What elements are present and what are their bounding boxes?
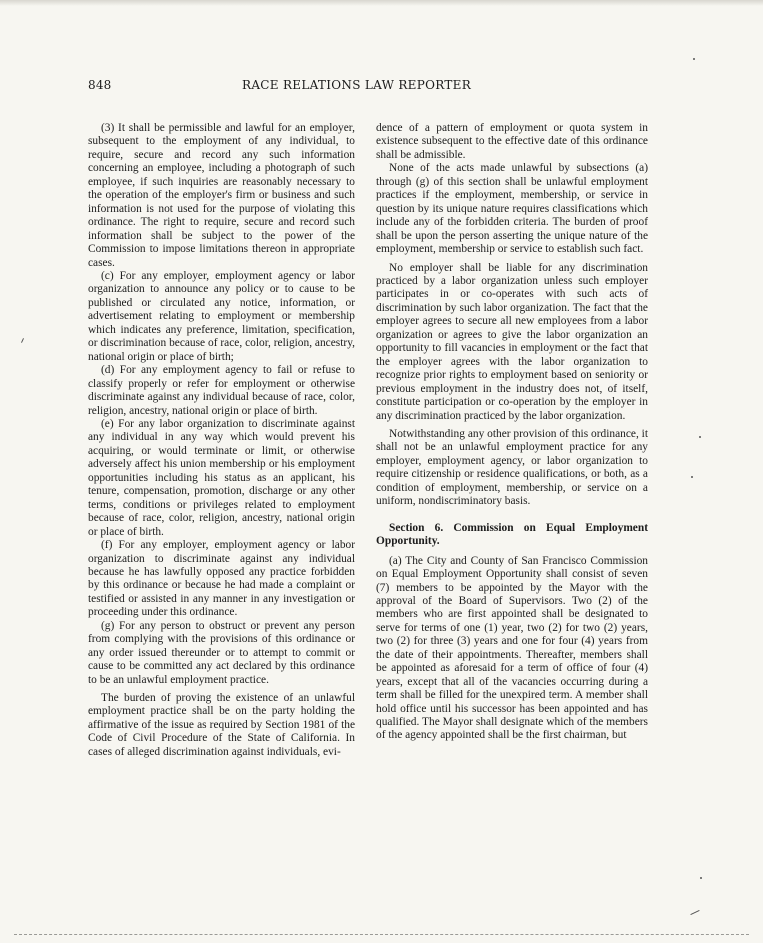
scan-speck bbox=[21, 338, 24, 343]
paragraph-burden-of-proof: The burden of proving the existence of an unlawful employment practice shall be on the party holding the affirmative of the issue as required by Section 1981 of the Code of Civil Procedure of the State of California. In cases of alleged discrimination against individuals, evi- bbox=[88, 692, 355, 758]
paragraph-subsection-f: (f) For any employer, employment agency or labor organization to discriminate against any individual because he has lawfully opposed any practice forbidden by this ordinance or because he had made a complaint or testified or assisted in any manner in any investigation or proceeding under this ordinance. bbox=[88, 539, 355, 619]
section-heading: Section 6. Commission on Equal Employment Opportunity. bbox=[376, 521, 648, 548]
paragraph-exceptions: None of the acts made unlawful by subsections (a) through (g) of this section shall be unlawful employment practices if the employment, membership, or service in question by its unique nature requires classifications which include any of the forbidden criteria. The burden of proof shall be upon the person asserting the unique nature of the employment, membership or service to establish such fact. bbox=[376, 162, 648, 256]
page-number: 848 bbox=[88, 78, 112, 92]
scan-speck bbox=[691, 476, 693, 478]
running-title: RACE RELATIONS LAW REPORTER bbox=[242, 78, 472, 92]
right-column bbox=[376, 122, 648, 743]
scan-speck bbox=[693, 58, 695, 60]
scan-speck bbox=[699, 436, 701, 438]
scan-speck bbox=[700, 877, 702, 879]
paragraph-labor-organization: No employer shall be liable for any discrimination practiced by a labor organization unless such employer participates in or co-operates with such acts of discrimination by such labor organization. The fact that the employer agrees to secure all new employees from a labor organization or agrees to give the labor organization an opportunity to fill vacancies in employment or the fact that the employer agrees with the labor organization to recognize prior rights to employment based on seniority or previous employment in the industry does not, of itself, constitute participation or co-operation by the employer in any discrimination practiced by the labor organization. bbox=[376, 261, 648, 422]
left-column bbox=[88, 122, 355, 759]
paragraph-notwithstanding: Notwithstanding any other provision of this ordinance, it shall not be an unlawful employment practice for any employer, employment agency, or labor organization to require citizenship or residence qualifications, or both, as a condition of employment, membership, or service on a uniform, nondiscriminatory basis. bbox=[376, 427, 648, 508]
paragraph-subsection-d: (d) For any employment agency to fail or refuse to classify properly or refer for employment or otherwise discriminate against any individual because of race, color, religion, ancestry, national origin or place of birth. bbox=[88, 364, 355, 417]
paragraph-subsection-3: (3) It shall be permissible and lawful for an employer, subsequent to the employment of any individual, to require, secure and record any such information concerning an employee, including a photograph of such employee, if such inquiries are reasonably necessary to the operation of the employer's firm or business and such information is not used for the purpose of violating this ordinance. The right to require, secure and record such information shall be subject to the power of the Commission to impose limitations thereon in appropriate cases. bbox=[88, 122, 355, 269]
scan-edge-bottom bbox=[14, 934, 749, 935]
paragraph-subsection-c: (c) For any employer, employment agency or labor organization to announce any policy or to cause to be published or circulated any notice, information, or advertisement relating to employment or membership which indicates any preference, limitation, specification, or discrimination because of race, color, religion, ancestry, national origin or place of birth; bbox=[88, 269, 355, 363]
paragraph-subsection-e: (e) For any labor organization to discriminate against any individual in any way which would prevent his acquiring, or would terminate or limit, or otherwise adversely affect his union membership or his employment opportunities including his status as an applicant, his tenure, compensation, promotion, discharge or any other terms, conditions or privileges related to employment because of race, color, religion, ancestry, national origin or place of birth. bbox=[88, 417, 355, 538]
scan-edge-top bbox=[0, 0, 763, 6]
paragraph-subsection-g: (g) For any person to obstruct or prevent any person from complying with the provisions of this ordinance or any order issued thereunder or to attempt to commit or cause to be committed any act declared by this ordinance to be an unlawful employment practice. bbox=[88, 619, 355, 686]
paragraph-continuation: dence of a pattern of employment or quota system in existence subsequent to the effective date of this ordinance shall be admissible. bbox=[376, 122, 648, 161]
scan-speck bbox=[690, 910, 699, 915]
paragraph-commission: (a) The City and County of San Francisco Commission on Equal Employment Opportunity shall consist of seven (7) members to be appointed by the Mayor with the approval of the Board of Supervisors. Two (2) of the members who are first appointed shall be designated to serve for terms of one (1) year, two (2) for two (2) years, two (2) for three (3) years and one for four (4) years from the date of their appointments. Thereafter, members shall be appointed as aforesaid for a term of office of four (4) years, except that all of the vacancies occurring during a term shall be filled for the unexpired term. A member shall hold office until his successor has been appointed and has qualified. The Mayor shall designate which of the members of the agency appointed shall be the first chairman, but bbox=[376, 554, 648, 742]
